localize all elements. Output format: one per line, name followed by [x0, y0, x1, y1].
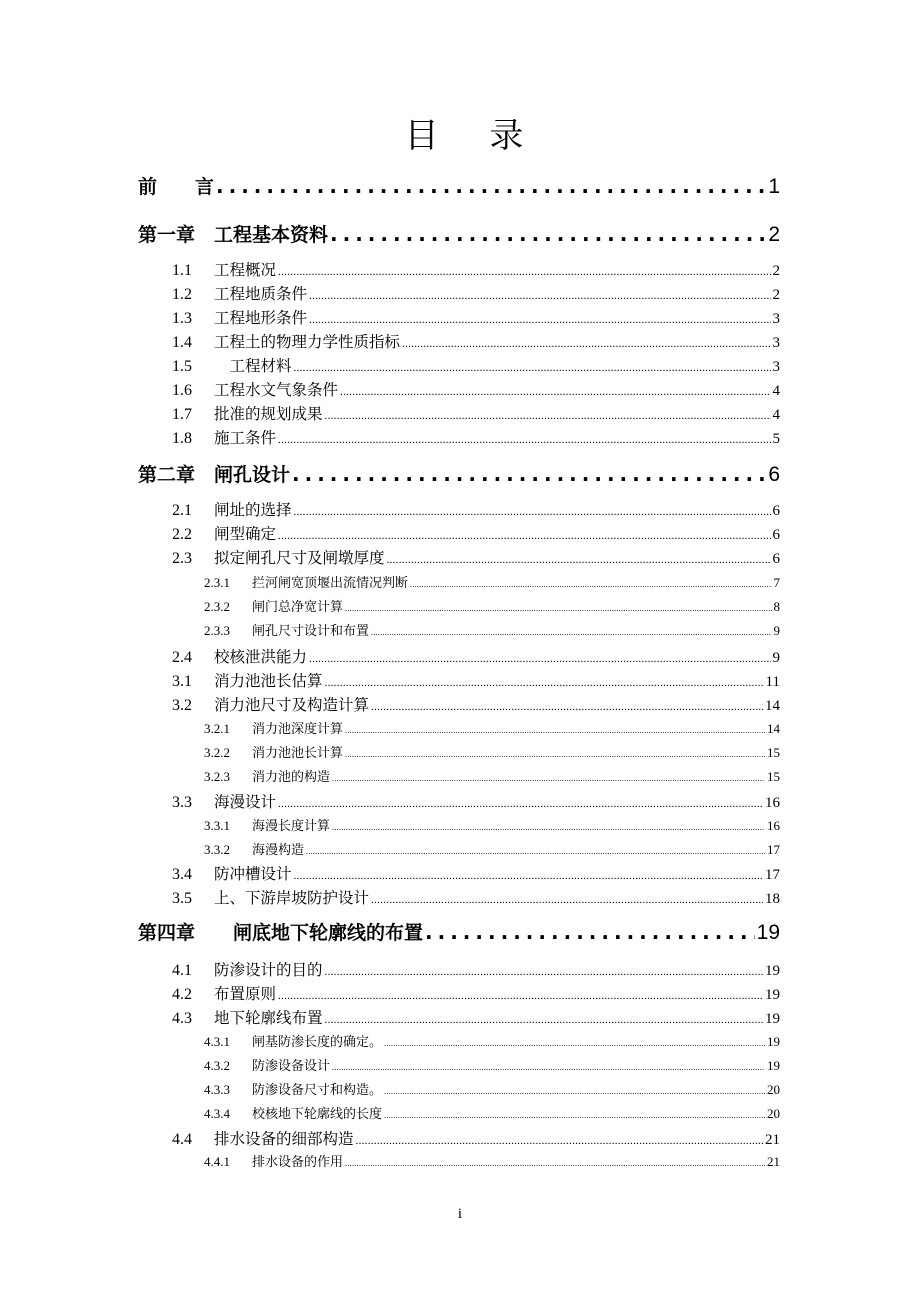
toc-entry-number: 2.2: [172, 526, 192, 543]
toc-entry-number: 1.6: [172, 382, 192, 399]
toc-entry-page: 16: [765, 795, 780, 811]
toc-entry[interactable]: [204, 1055, 780, 1077]
toc-entry-number: 3.4: [172, 866, 192, 883]
toc-dot-leader: [294, 506, 771, 518]
toc-entry[interactable]: [172, 982, 780, 1006]
toc-entry-label: 排水设备的细部构造: [214, 1130, 354, 1148]
toc-dot-leader: [278, 530, 770, 542]
toc-entry-page: 3: [772, 311, 780, 327]
toc-dot-leader: [332, 774, 765, 783]
toc-entry-label: 消力池深度计算: [252, 722, 344, 737]
toc-entry-label: 防渗设备设计: [252, 1059, 331, 1074]
toc-entry-number: 1.7: [172, 406, 192, 423]
toc-entry-page: 16: [767, 818, 780, 833]
toc-entry-label: 海漫长度计算: [252, 819, 331, 834]
toc-entry[interactable]: [138, 172, 780, 202]
toc-entry-number: 4.3.2: [204, 1058, 230, 1073]
toc-entry-label: 布置原则: [214, 985, 277, 1003]
toc-dot-leader: [384, 1087, 765, 1096]
toc-dot-leader: [340, 386, 770, 398]
toc-dot-leader: [278, 434, 770, 446]
toc-entry-label: 工程地形条件: [214, 309, 308, 327]
toc-entry-number: 3.2.3: [204, 769, 230, 784]
toc-entry-number: 4.3.1: [204, 1034, 230, 1049]
toc-entry-number: 4.3.3: [204, 1082, 230, 1097]
toc-entry-page: 2: [772, 287, 780, 303]
toc-entry-number: 2.3.1: [204, 575, 230, 590]
toc-entry[interactable]: [172, 546, 780, 570]
toc-entry-page: 19: [765, 963, 780, 979]
toc-entry[interactable]: [138, 918, 780, 948]
toc-entry[interactable]: [172, 886, 780, 910]
toc-entry-page: 14: [765, 698, 780, 714]
toc-entry[interactable]: [172, 862, 780, 886]
toc-entry-label: 工程材料: [214, 357, 292, 375]
toc-entry-page: 6: [768, 463, 780, 486]
toc-entry[interactable]: [204, 1151, 780, 1173]
toc-dot-leader: [278, 990, 763, 1002]
toc-dot-leader: [325, 410, 771, 422]
toc-dot-leader: [309, 653, 770, 665]
toc-entry[interactable]: [172, 378, 780, 402]
toc-dot-leader: [325, 677, 764, 689]
toc-dot-leader: [325, 1014, 763, 1026]
toc-entry-label: 防渗设计的目的: [214, 961, 323, 979]
toc-entry-label: 闸基防渗长度的确定。: [252, 1035, 383, 1050]
toc-entry-label: 海漫构造: [252, 843, 305, 858]
toc-entry-page: 9: [772, 650, 780, 666]
toc-entry[interactable]: [138, 460, 780, 490]
toc-entry-number: 4.4: [172, 1131, 192, 1148]
toc-dot-leader: [332, 1063, 765, 1072]
toc-entry[interactable]: [204, 1031, 780, 1053]
toc-dot-leader: [345, 750, 765, 759]
toc-entry-label: 拦河闸宽顶堰出流情况判断: [252, 576, 409, 591]
toc-entry-page: 2: [772, 263, 780, 279]
toc-dot-leader: [384, 1111, 765, 1120]
toc-dot-leader: [306, 847, 765, 856]
toc-entry-number: 3.3: [172, 794, 192, 811]
toc-entry-number: 4.3: [172, 1010, 192, 1027]
toc-entry[interactable]: [172, 522, 780, 546]
toc-entry-label: 第四章 闸底地下轮廓线的布置: [138, 922, 424, 944]
toc-entry-number: 1.2: [172, 286, 192, 303]
toc-dot-leader: [345, 726, 765, 735]
toc-dot-leader: [325, 966, 763, 978]
toc-entry-label: 工程地质条件: [214, 285, 308, 303]
toc-entry-page: 2: [768, 223, 780, 246]
toc-entry[interactable]: [204, 572, 780, 594]
toc-entry[interactable]: [172, 306, 780, 330]
toc-entry-label: 前 言: [138, 176, 215, 198]
toc-dot-leader: [345, 604, 771, 613]
toc-entry-number: 4.1: [172, 962, 192, 979]
toc-dot-leader: [402, 338, 770, 350]
toc-entry-number: 2.1: [172, 502, 192, 519]
toc-entry-label: 闸门总净宽计算: [252, 600, 344, 615]
toc-entry-label: 海漫设计: [214, 793, 277, 811]
toc-entry-number: 1.1: [172, 262, 192, 279]
toc-entry[interactable]: [172, 498, 780, 522]
toc-entry[interactable]: [172, 1127, 780, 1151]
toc-entry[interactable]: [172, 402, 780, 426]
toc-entry-number: 2.3.3: [204, 623, 230, 638]
toc-entry-number: 4.2: [172, 986, 192, 1003]
toc-dot-leader: [356, 1135, 763, 1147]
toc-dot-leader: [309, 290, 770, 302]
toc-entry-label: 批准的规划成果: [214, 405, 323, 423]
toc-entry-label: 校核泄洪能力: [214, 648, 308, 666]
toc-entry-page: 19: [765, 987, 780, 1003]
toc-entry-label: 工程水文气象条件: [214, 381, 339, 399]
toc-entry-label: 闸址的选择: [214, 501, 292, 519]
toc-entry[interactable]: [172, 693, 780, 717]
toc-entry-number: 4.3.4: [204, 1106, 230, 1121]
toc-entry-number: 1.8: [172, 430, 192, 447]
toc-dot-leader: [410, 580, 771, 589]
toc-entry[interactable]: [204, 718, 780, 740]
toc-entry-number: 1.3: [172, 310, 192, 327]
toc-entry-number: 2.3: [172, 550, 192, 567]
toc-entry-label: 排水设备的作用: [252, 1155, 344, 1170]
toc-entry-page: 20: [767, 1106, 780, 1121]
toc-dot-leader: [309, 314, 770, 326]
toc-entry-page: 19: [765, 1011, 780, 1027]
toc-entry-page: 15: [767, 769, 780, 784]
toc-entry-number: 2.3.2: [204, 599, 230, 614]
toc-entry-label: 防冲槽设计: [214, 865, 292, 883]
toc-entry-page: 21: [765, 1132, 780, 1148]
toc-entry-label: 工程土的物理力学性质指标: [214, 333, 401, 351]
toc-entry-page: 21: [767, 1154, 780, 1169]
toc-entry[interactable]: [172, 958, 780, 982]
toc-entry-page: 15: [767, 745, 780, 760]
toc-entry-page: 19: [767, 1058, 780, 1073]
toc-dot-leader: [387, 554, 771, 566]
toc-entry-page: 6: [772, 503, 780, 519]
toc-entry[interactable]: [172, 354, 780, 378]
toc-dot-leader: [278, 798, 763, 810]
toc-entry-number: 2.4: [172, 649, 192, 666]
toc-entry[interactable]: [204, 815, 780, 837]
toc-title: 目 录: [404, 116, 544, 156]
toc-entry-page: 14: [767, 721, 780, 736]
toc-dot-leader: [278, 266, 770, 278]
toc-entry[interactable]: [172, 258, 780, 282]
toc-entry-page: 8: [773, 599, 780, 614]
toc-entry-label: 闸孔尺寸设计和布置: [252, 624, 370, 639]
toc-entry-page: 4: [772, 383, 780, 399]
toc-dot-leader: [425, 920, 755, 944]
toc-entry-number: 3.3.1: [204, 818, 230, 833]
toc-entry-label: 校核地下轮廓线的长度: [252, 1107, 383, 1122]
toc-entry-page: 20: [767, 1082, 780, 1097]
toc-entry[interactable]: [172, 282, 780, 306]
toc-dot-leader: [371, 701, 763, 713]
toc-entry-label: 工程概况: [214, 261, 277, 279]
toc-dot-leader: [371, 628, 771, 637]
toc-dot-leader: [371, 894, 763, 906]
toc-entry-page: 18: [765, 891, 780, 907]
toc-dot-leader: [292, 462, 766, 486]
toc-entry-label: 拟定闸孔尺寸及闸墩厚度: [214, 549, 385, 567]
toc-dot-leader: [294, 362, 771, 374]
toc-dot-leader: [345, 1159, 765, 1168]
toc-entry-page: 11: [765, 674, 780, 690]
toc-dot-leader: [216, 174, 766, 198]
toc-entry-label: 消力池尺寸及构造计算: [214, 696, 370, 714]
toc-entry[interactable]: [204, 596, 780, 618]
toc-entry-page: 3: [772, 359, 780, 375]
toc-entry-number: 3.2: [172, 697, 192, 714]
toc-entry[interactable]: [172, 645, 780, 669]
toc-entry-number: 3.3.2: [204, 842, 230, 857]
toc-entry-label: 闸型确定: [214, 525, 277, 543]
toc-entry-number: 1.5: [172, 358, 192, 375]
toc-dot-leader: [330, 222, 766, 246]
toc-entry[interactable]: [172, 790, 780, 814]
toc-entry-page: 1: [768, 175, 780, 198]
toc-entry-number: 3.5: [172, 890, 192, 907]
toc-entry-label: 地下轮廓线布置: [214, 1009, 323, 1027]
toc-entry-label: 消力池池长估算: [214, 672, 323, 690]
toc-entry[interactable]: [172, 1006, 780, 1030]
toc-entry[interactable]: [138, 220, 780, 250]
toc-entry-page: 6: [772, 551, 780, 567]
toc-entry-label: 第二章 闸孔设计: [138, 464, 291, 486]
toc-entry-label: 上、下游岸坡防护设计: [214, 889, 370, 907]
toc-entry[interactable]: [172, 426, 780, 450]
toc-entry-page: 17: [767, 842, 780, 857]
toc-dot-leader: [384, 1039, 765, 1048]
toc-dot-leader: [332, 823, 765, 832]
toc-entry[interactable]: [204, 1103, 780, 1125]
toc-entry-number: 4.4.1: [204, 1154, 230, 1169]
toc-entry[interactable]: [204, 839, 780, 861]
toc-entry-page: 17: [765, 867, 780, 883]
toc-entry-label: 第一章 工程基本资料: [138, 224, 329, 246]
toc-entry[interactable]: [204, 620, 780, 642]
toc-entry-number: 1.4: [172, 334, 192, 351]
toc-entry[interactable]: [172, 330, 780, 354]
toc-entry[interactable]: [204, 742, 780, 764]
toc-entry-page: 7: [773, 575, 780, 590]
toc-entry-page: 9: [773, 623, 780, 638]
toc-entry-page: 4: [772, 407, 780, 423]
toc-entry-page: 3: [772, 335, 780, 351]
toc-entry-number: 3.2.1: [204, 721, 230, 736]
toc-entry-number: 3.2.2: [204, 745, 230, 760]
toc-entry-number: 3.1: [172, 673, 192, 690]
toc-entry[interactable]: [204, 766, 780, 788]
toc-entry-label: 消力池池长计算: [252, 746, 344, 761]
toc-entry[interactable]: [172, 669, 780, 693]
toc-dot-leader: [294, 870, 763, 882]
toc-entry-page: 19: [756, 921, 780, 944]
toc-entry-page: 5: [772, 431, 780, 447]
toc-entry-page: 6: [772, 527, 780, 543]
toc-entry-page: 19: [767, 1034, 780, 1049]
toc-entry-label: 防渗设备尺寸和构造。: [252, 1083, 383, 1098]
toc-entry-label: 施工条件: [214, 429, 277, 447]
page-number: i: [457, 1206, 463, 1222]
toc-entry[interactable]: [204, 1079, 780, 1101]
toc-entry-label: 消力池的构造: [252, 770, 331, 785]
